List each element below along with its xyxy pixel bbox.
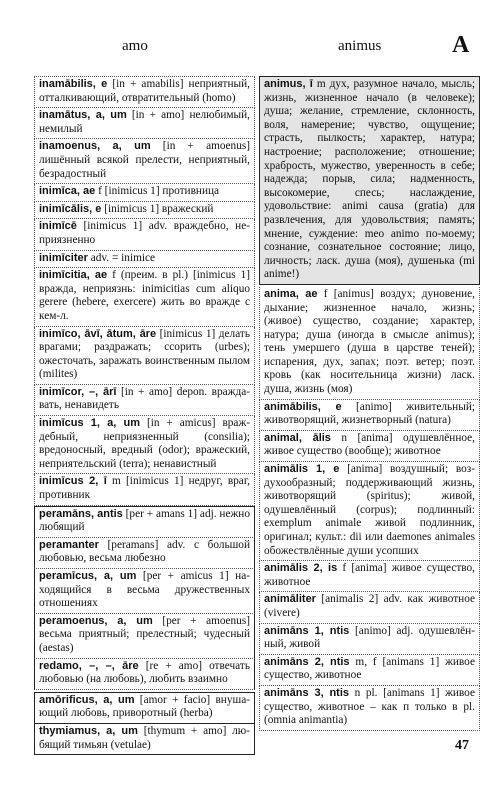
- dictionary-entry: [34, 385, 255, 416]
- entry-headword: inimīcitia, ae: [39, 269, 108, 282]
- entry-definition: n pl. [animans 1] живое существо, животное – как п только в pl. (omnia animantia): [264, 686, 475, 727]
- entry-headword: animāns 2, ntis: [264, 655, 350, 668]
- dictionary-entry: [34, 327, 255, 385]
- entry-headword: redamo, –, –, āre: [39, 659, 139, 672]
- entry-headword: animābilis, e: [264, 400, 342, 413]
- right-column: [259, 76, 480, 731]
- dictionary-entry: [259, 592, 480, 623]
- dictionary-entry: [259, 624, 480, 655]
- entry-headword: inimīcē: [39, 220, 77, 233]
- dictionary-entry: [259, 655, 480, 686]
- entry-definition: f [inimicus 1] противница: [95, 185, 220, 198]
- dictionary-entry: [259, 431, 480, 462]
- dictionary-entry: [259, 287, 480, 400]
- dictionary-entry: [34, 268, 255, 326]
- dictionary-entry: [34, 474, 255, 505]
- entry-definition: m, f [animans 1] живое существо, животное: [264, 655, 475, 682]
- entry-headword: inamābilis, e: [39, 78, 108, 90]
- entry-headword: inimīcor, –, ārī: [39, 385, 117, 398]
- entry-definition: [animalis 2] adv. как животное (vivere): [264, 593, 475, 619]
- running-head-last-word: animus: [338, 38, 382, 54]
- entry-headword: amōrificus, a, um: [39, 693, 135, 706]
- entry-definition: [per + amicus 1] находящийся в весьма дружественных отношениях: [39, 570, 250, 610]
- entry-definition: [in + amicus] враждебный, неприязненный (consilia); вредоносный, вредный (odor); вражеский, неприятельский (terra); ненавистный: [39, 417, 251, 470]
- entry-definition: [in + amoenus] лишённый всякой прелести, неприятный, безрадостный: [39, 140, 250, 180]
- entry-headword: inimīcus 1, a, um: [39, 417, 140, 430]
- entry-headword: animus, ī: [264, 78, 313, 90]
- entry-headword: peramoenus, a, um: [39, 614, 153, 627]
- dictionary-entry: [34, 251, 255, 269]
- entry-definition: [peramans] adv. с большой любовью, весьма любезно: [39, 538, 250, 565]
- entry-headword: peramīcus, a, um: [39, 570, 137, 582]
- entry-headword: anima, ae: [264, 287, 318, 300]
- entry-definition: [per + amans 1] adj. нежно любящий: [39, 507, 250, 534]
- entry-definition: [in + amo] depon. враждавать, ненавидеть: [39, 385, 250, 412]
- dictionary-entry: [34, 659, 255, 690]
- entry-definition: [re + amo] отвечать любовью (на любовь), любить взаимно: [39, 659, 250, 686]
- entry-definition: [in + amabilis] неприятный, отталкивающий, отвратительный (homo): [39, 78, 250, 104]
- entry-headword: inimīcus 2, ī: [39, 475, 107, 488]
- entry-headword: peramanter: [39, 538, 99, 551]
- dictionary-entry: [34, 184, 255, 202]
- entry-headword: inimīco, āvī, ātum, āre: [39, 327, 157, 340]
- dictionary-entry: [259, 400, 480, 431]
- running-head-first-word: amo: [122, 38, 148, 54]
- entry-definition: f [anima] живое существо, животное: [264, 562, 475, 588]
- entry-headword: inamātus, a, um: [39, 109, 127, 122]
- dictionary-entry: [259, 686, 480, 731]
- entry-definition: [inimicus 1] вражеский: [101, 202, 214, 215]
- dictionary-entry: [259, 462, 480, 561]
- dictionary-entry: [34, 506, 255, 538]
- entry-headword: peramāns, antis: [39, 507, 123, 520]
- entry-definition: [in + amo] нелюбимый, немилый: [39, 109, 250, 135]
- entry-definition: adv. = inimice: [87, 251, 156, 264]
- left-column: [34, 76, 255, 755]
- entry-headword: inimīca, ae: [39, 185, 96, 198]
- entry-headword: inimīcālis, e: [39, 202, 102, 215]
- entry-definition: [amor + facio] внушающий любовь, приворотный (herba): [39, 693, 250, 720]
- entry-headword: animāns 3, ntis: [264, 686, 350, 699]
- dictionary-entry: [34, 614, 255, 659]
- dictionary-entry: [34, 139, 255, 184]
- dictionary-entry: [34, 219, 255, 250]
- dictionary-entry: [34, 202, 255, 220]
- entry-headword: animāns 1, ntis: [264, 624, 350, 637]
- entry-definition: [animo] adj. одушевлённый, живой: [264, 624, 475, 651]
- dictionary-entry: [34, 569, 255, 614]
- entry-definition: f [animus] воздух; дуновение, дыхание; жизненное начало, жизнь; (живое) существо, создание; характер, натура; душа (иногда в смысле animus); тень умершего (душа в царстве теней); испарения, дух, запах; поэт. ветер; поэт. кровь (как носительница жизни) ласк. душа, жизнь (моя): [264, 287, 475, 396]
- entry-definition: [per + amoenus] весьма приятный; прелестный; чудесный (aestas): [39, 614, 250, 654]
- dictionary-entry: [259, 561, 480, 592]
- entry-definition: m дух, разумное начало, мысль; жизнь, жизненное начало (в человеке); душа; желание, стремление, склонность, воля, намерение; чувство, ощущение; страсть, пылкость; характер, натура; настроение; расположение; отношение; храбрость, мужество, уверенность в себе; надежда; порыв, сила; надменность, высокомерие, спесь; наслаждение, удовольствие: animi causa (gratia) для развлечения, для удовольствия; память; мнение, суждение: meo animo по-моему; сознание, сознательное состояние; лицо, личность; ласк. душа (моя), душенька (mi anime!): [264, 78, 475, 281]
- entry-definition: [animo] живительный; животворящий, жизнетворный (natura): [264, 400, 476, 427]
- entry-headword: inamoenus, a, um: [39, 140, 151, 153]
- entry-definition: f (преим. в pl.) [inimicus 1] вражда, неприязнь: inimicitias cum aliquo gerere (hebere, exercere) жить во вражде с кем-л.: [39, 269, 250, 322]
- entry-headword: inimīciter: [39, 251, 88, 264]
- page-number: 47: [455, 738, 469, 753]
- dictionary-entry: [34, 76, 255, 108]
- entry-definition: [inimicus 1] adv. враждебно, неприязненно: [39, 220, 250, 246]
- entry-definition: [anima] воздушный; воздухообразный; поддерживающий жизнь, животворящий (spiritus); живой, одушевлённый (corpus); подлинный: exemplum animale живой подлинник, оригинал; культ.: dii или daemones animales обожествлённые души усопших: [264, 463, 475, 557]
- dictionary-entry: [34, 724, 255, 755]
- entry-definition: m [inimicus 1] недруг, враг, противник: [39, 475, 250, 502]
- entry-headword: animālis 1, e: [264, 463, 340, 476]
- running-head: [0, 32, 500, 68]
- entry-headword: animāliter: [264, 593, 316, 606]
- entry-headword: thymiamus, a, um: [39, 724, 138, 737]
- dictionary-entry: [34, 108, 255, 139]
- dictionary-entry: [34, 538, 255, 569]
- dictionary-entry: [34, 416, 255, 474]
- dictionary-entry: [259, 76, 480, 285]
- entry-definition: [thymum + amo] любящий тимьян (vetulae): [39, 724, 250, 751]
- entry-headword: animal, ālis: [264, 431, 331, 444]
- dictionary-entry: [34, 692, 255, 724]
- section-letter: A: [452, 32, 470, 58]
- entry-headword: animālis 2, is: [264, 562, 338, 575]
- entry-definition: [inimicus 1] делать врагами; раздражать; ссорить (urbes); ожесточать, заражать воинственным пылом (milites): [39, 327, 251, 381]
- entry-definition: n [anima] одушевлённое, живое существо (вообще); животное: [264, 431, 475, 458]
